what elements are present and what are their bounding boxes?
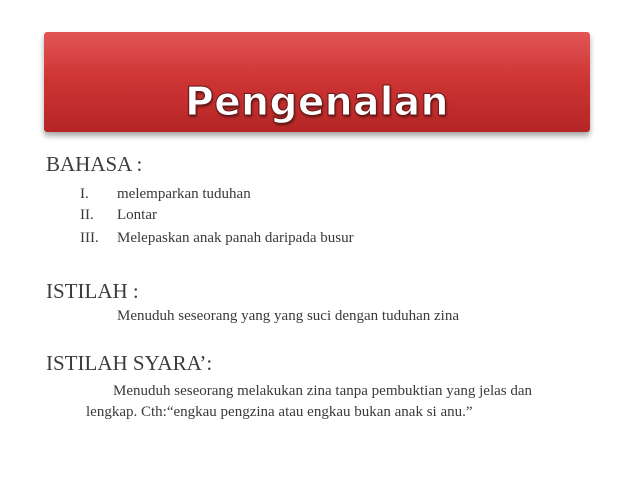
istilah-heading: ISTILAH : bbox=[46, 279, 139, 303]
istilah-syara-heading: ISTILAH SYARA’: bbox=[46, 351, 213, 375]
list-item bbox=[80, 208, 157, 223]
istilah-syara-definition-line2: lengkap. Cth:“engkau pengzina atau engkau bukan anak si anu.” bbox=[86, 404, 473, 420]
list-item bbox=[80, 231, 354, 246]
list-item-number: III. bbox=[80, 230, 99, 246]
istilah-syara-definition-line1: Menuduh seseorang melakukan zina tanpa pembuktian yang jelas dan bbox=[113, 383, 533, 399]
title-banner bbox=[44, 32, 590, 132]
list-item-number: II. bbox=[80, 207, 94, 223]
list-item-text: melemparkan tuduhan bbox=[117, 186, 251, 202]
bahasa-heading: BAHASA : bbox=[46, 152, 143, 176]
list-item bbox=[80, 187, 251, 202]
list-item-text: Lontar bbox=[117, 207, 157, 223]
slide-title: Pengenalan bbox=[185, 80, 449, 125]
list-item-text: Melepaskan anak panah daripada busur bbox=[117, 230, 354, 246]
list-item-number: I. bbox=[80, 186, 89, 202]
istilah-definition: Menuduh seseorang yang yang suci dengan tuduhan zina bbox=[117, 308, 459, 324]
